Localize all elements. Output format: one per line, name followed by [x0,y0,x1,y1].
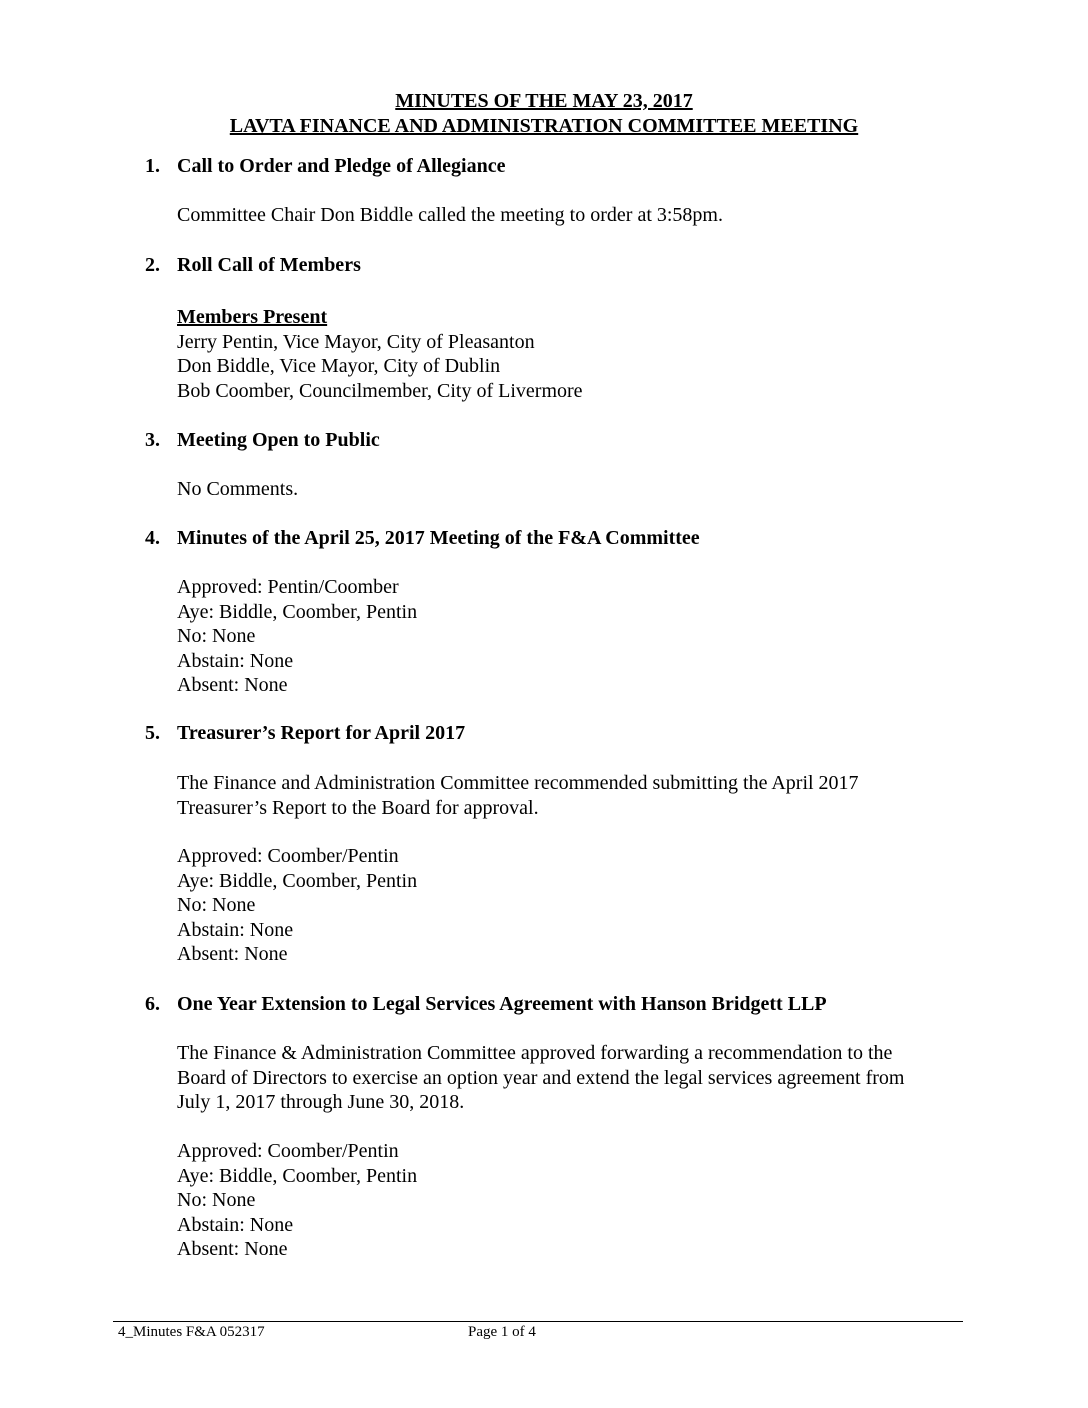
vote-line: No: None [177,894,256,917]
vote-line: Aye: Biddle, Coomber, Pentin [177,600,418,623]
section-1-body [177,203,977,228]
section-3-heading [145,429,380,451]
call-to-order-text: Committee Chair Don Biddle called the meeting to order at 3:58pm. [177,204,723,226]
vote-line: Approved: Coomber/Pentin [177,1140,399,1162]
vote-line: Absent: None [177,674,288,697]
paragraph-line: Board of Directors to exercise an option year and extend the legal services agreement from [177,1066,905,1089]
footer-document-id: 4_Minutes F&A 052317 [118,1324,265,1340]
paragraph-line: Treasurer’s Report to the Board for approval. [177,796,539,819]
footer-page-number: Page 1 of 4 [468,1324,536,1340]
section-title: One Year Extension to Legal Services Agreement with Hanson Bridgett LLP [177,993,827,1015]
section-number: 1. [145,155,160,177]
section-6-votes [177,1139,977,1262]
vote-line: Abstain: None [177,918,294,941]
section-title: Minutes of the April 25, 2017 Meeting of the F&A Committee [177,527,700,549]
paragraph-line: July 1, 2017 through June 30, 2018. [177,1091,465,1114]
section-5-votes [177,844,977,967]
paragraph-line: The Finance and Administration Committee recommended submitting the April 2017 [177,772,859,794]
paragraph-line: The Finance & Administration Committee approved forwarding a recommendation to the [177,1042,893,1064]
section-number: 5. [145,722,160,744]
section-5-heading [145,722,465,744]
section-2-body [177,305,977,403]
section-title: Roll Call of Members [177,254,361,276]
section-4-heading [145,527,700,549]
vote-line: Absent: None [177,943,288,966]
public-comment-text: No Comments. [177,478,299,500]
section-6-heading [145,993,827,1015]
vote-line: Aye: Biddle, Coomber, Pentin [177,869,418,892]
section-title: Treasurer’s Report for April 2017 [177,722,466,744]
vote-line: No: None [177,1189,256,1212]
document-title-line-2: LAVTA FINANCE AND ADMINISTRATION COMMITTEE MEETING [229,115,859,137]
document-title-line-1: MINUTES OF THE MAY 23, 2017 [395,90,693,112]
section-number: 4. [145,527,160,549]
section-title: Call to Order and Pledge of Allegiance [177,155,506,177]
section-5-paragraph [177,771,977,820]
member-line: Jerry Pentin, Vice Mayor, City of Pleasanton [177,330,535,353]
vote-line: Abstain: None [177,1213,294,1236]
footer-divider [113,1321,963,1322]
section-1-heading [145,155,506,177]
vote-line: Aye: Biddle, Coomber, Pentin [177,1164,418,1187]
member-line: Don Biddle, Vice Mayor, City of Dublin [177,355,501,378]
section-number: 6. [145,993,160,1015]
vote-line: Abstain: None [177,649,294,672]
section-number: 3. [145,429,160,451]
vote-line: Absent: None [177,1238,288,1261]
section-4-votes [177,575,977,698]
vote-line: Approved: Coomber/Pentin [177,845,399,867]
vote-line: Approved: Pentin/Coomber [177,576,399,598]
section-2-heading [145,254,361,276]
members-present-heading: Members Present [177,306,328,328]
section-title: Meeting Open to Public [177,429,380,451]
vote-line: No: None [177,625,256,648]
member-line: Bob Coomber, Councilmember, City of Livermore [177,379,583,402]
section-6-paragraph [177,1041,977,1115]
section-3-body [177,477,977,502]
section-number: 2. [145,254,160,276]
